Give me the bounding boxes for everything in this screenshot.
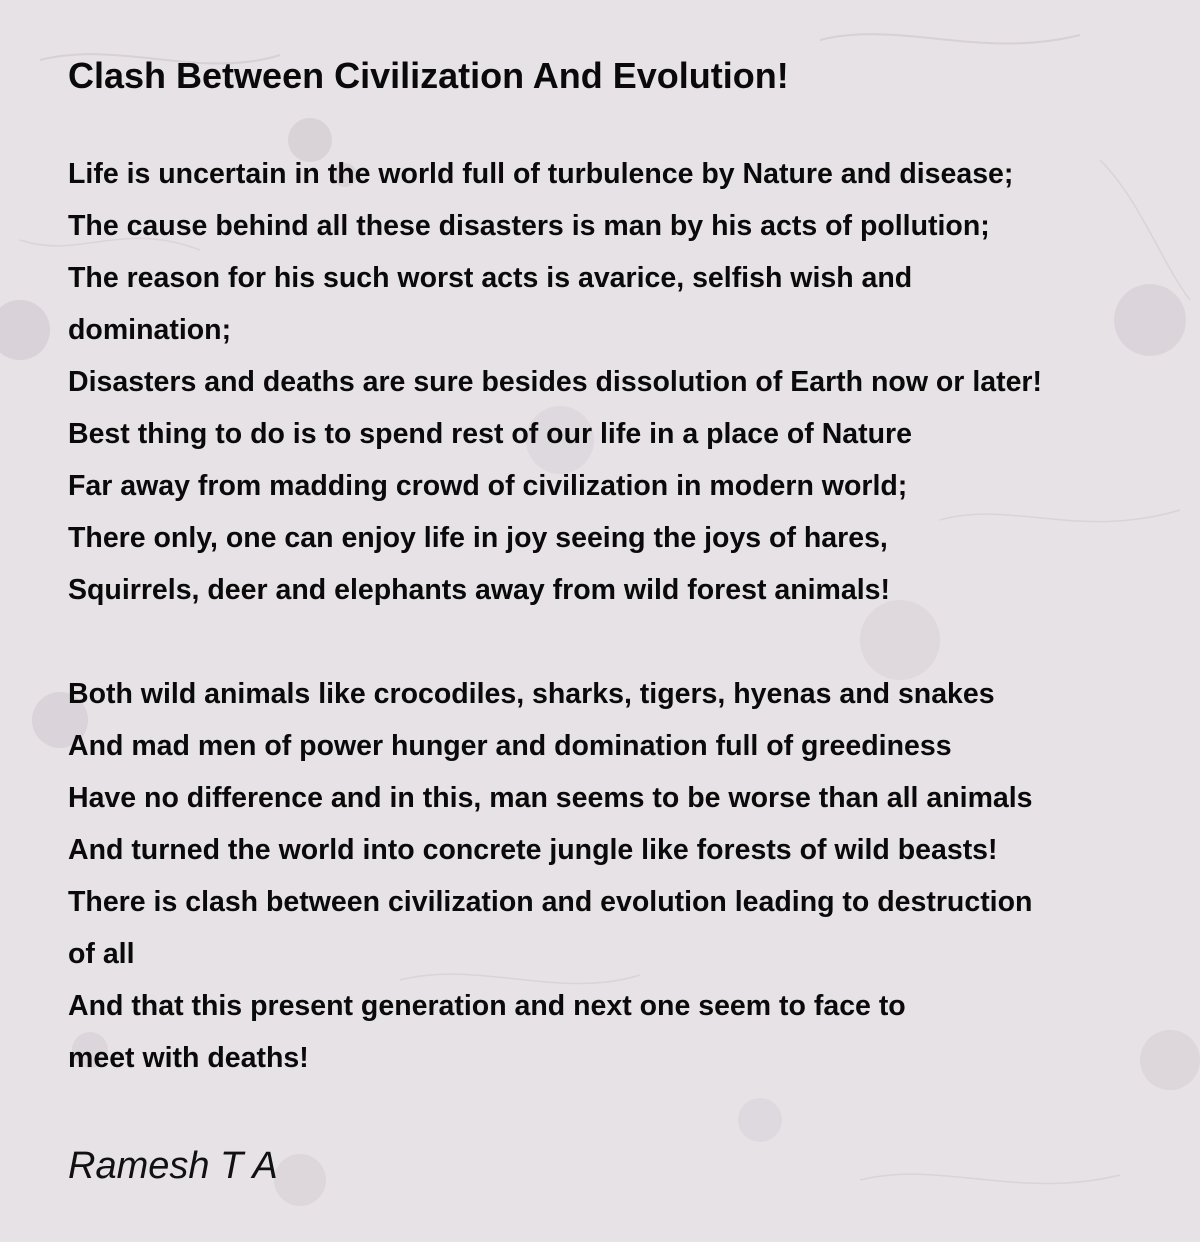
poem-line: Have no difference and in this, man seems to be worse than all animals [68,782,1033,814]
poem-line: meet with deaths! [68,1042,309,1074]
poem-stanza-1 [68,148,1193,616]
poem-line: of all [68,938,135,970]
poem-author: Ramesh T A [68,1145,278,1187]
poem-line: And mad men of power hunger and domination full of greediness [68,730,952,762]
poem-line: Far away from madding crowd of civilization in modern world; [68,470,908,502]
poem-title: Clash Between Civilization And Evolution! [68,55,789,96]
poem-line: Best thing to do is to spend rest of our life in a place of Nature [68,418,912,450]
poem-line: There only, one can enjoy life in joy seeing the joys of hares, [68,522,888,554]
poem-line: domination; [68,314,232,346]
poem-line: And that this present generation and next one seem to face to [68,990,906,1022]
poem-line: The cause behind all these disasters is man by his acts of pollution; [68,210,990,242]
poem-line: There is clash between civilization and evolution leading to destruction [68,886,1033,918]
poem-line: Both wild animals like crocodiles, sharks, tigers, hyenas and snakes [68,678,995,710]
poem-line: And turned the world into concrete jungle like forests of wild beasts! [68,834,998,866]
poem-line: Disasters and deaths are sure besides dissolution of Earth now or later! [68,366,1043,398]
poem-container [68,50,1193,1192]
poem-line: The reason for his such worst acts is avarice, selfish wish and [68,262,913,294]
poem-line: Life is uncertain in the world full of turbulence by Nature and disease; [68,158,1014,190]
poem-line: Squirrels, deer and elephants away from wild forest animals! [68,574,890,606]
poem-stanza-2 [68,668,1193,1084]
